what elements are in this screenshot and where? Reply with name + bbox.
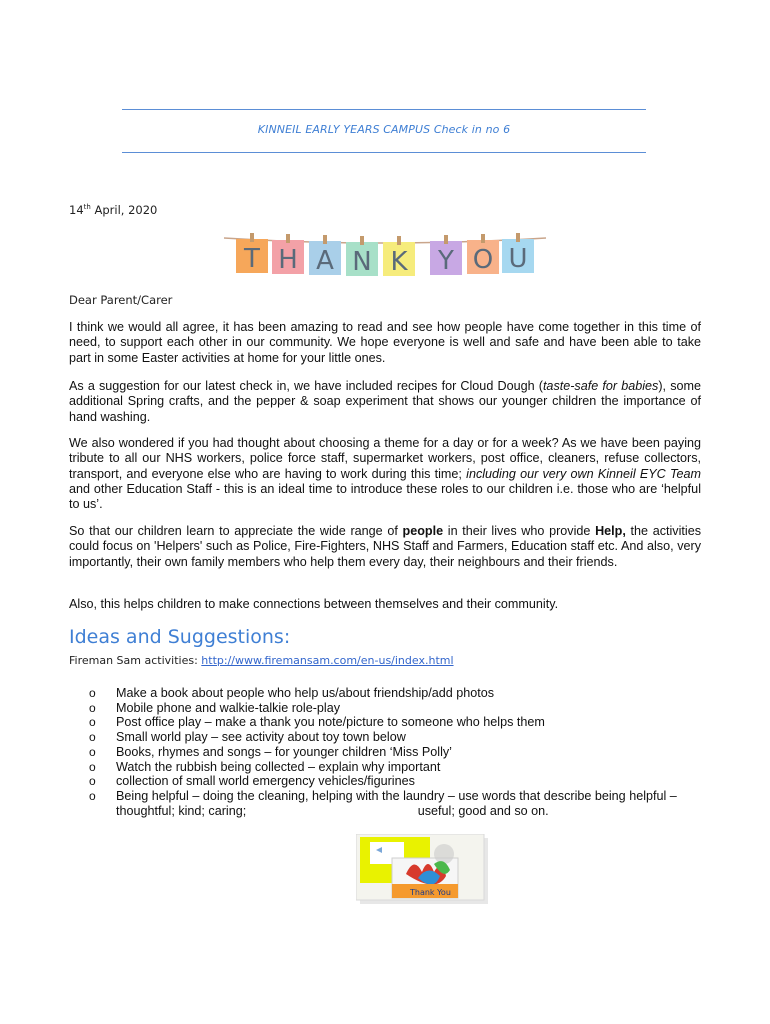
image-caption: Thank You bbox=[410, 888, 451, 897]
paragraph-4: So that our children learn to appreciate the wide range of people in their lives who provide Help, the activities could focus on 'Helpers' such as Police, Fire-Fighters, NHS Staff and Farmers, Education staff etc. And also, very importantly, their own family members who help them every day, their neighbours and their friends. bbox=[69, 524, 701, 569]
list-item: o Mobile phone and walkie-talkie role-play bbox=[89, 700, 341, 715]
clothes-peg bbox=[397, 236, 401, 245]
banner-letter: K bbox=[390, 247, 408, 277]
banner-letter: N bbox=[352, 247, 372, 277]
banner-letter: T bbox=[244, 244, 260, 274]
banner-letter: H bbox=[278, 245, 298, 275]
banner-letter: A bbox=[316, 246, 334, 276]
list-item: o Books, rhymes and songs – for younger children ‘Miss Polly’ bbox=[89, 744, 452, 759]
header-rule-bottom bbox=[122, 152, 646, 153]
banner-letter: O bbox=[472, 245, 494, 275]
list-item: o Post office play – make a thank you note/picture to someone who helps them bbox=[89, 715, 545, 730]
ideas-list bbox=[89, 686, 699, 818]
list-item: o collection of small world emergency vehicles/figurines bbox=[89, 774, 415, 789]
clothes-peg bbox=[250, 233, 254, 242]
clothes-peg bbox=[286, 234, 290, 243]
list-item: o Make a book about people who help us/about friendship/add photos bbox=[89, 686, 495, 700]
clothes-peg bbox=[323, 235, 327, 244]
bullet-glyph: o bbox=[89, 774, 96, 789]
letter-date: 14th April, 2020 bbox=[69, 203, 158, 217]
bullet-glyph: o bbox=[89, 788, 96, 803]
list-item: o Small world play – see activity about toy town below bbox=[89, 730, 406, 745]
bullet-glyph: o bbox=[89, 744, 96, 759]
bullet-glyph: o bbox=[89, 686, 96, 700]
banner-letter: U bbox=[508, 244, 528, 274]
header-rule-top bbox=[122, 109, 646, 110]
ideas-heading: Ideas and Suggestions: bbox=[69, 626, 291, 648]
thank-you-banner bbox=[222, 226, 548, 280]
header-title: KINNEIL EARLY YEARS CAMPUS Check in no 6 bbox=[257, 123, 511, 136]
fireman-sam-link[interactable]: http://www.firemansam.com/en-us/index.html bbox=[201, 654, 454, 667]
fireman-sam-line: Fireman Sam activities: http://www.firemansam.com/en-us/index.html bbox=[69, 654, 454, 667]
bullet-glyph: o bbox=[89, 730, 96, 745]
bullet-glyph: o bbox=[89, 700, 96, 715]
paragraph-3: We also wondered if you had thought about choosing a theme for a day or for a week? As we have been paying tribute to all our NHS workers, police force staff, supermarket workers, post office, cleaners, refuse collectors, transport, and everyone else who are having to work during this time; including our very own Kinneil EYC Team and other Education Staff - this is an ideal time to introduce these roles to our children i.e. those who are ‘helpful to us’. bbox=[69, 436, 701, 512]
list-item: o Watch the rubbish being collected – explain why important bbox=[89, 759, 441, 774]
bullet-glyph: o bbox=[89, 715, 96, 730]
bullet-glyph: o bbox=[89, 759, 96, 774]
clothes-peg bbox=[481, 234, 485, 243]
list-item: o Being helpful – doing the cleaning, helping with the laundry – use words that describe being helpful – thoughtful; kind; caring; useful; good and so on. bbox=[89, 788, 677, 818]
thank-you-handprint-image bbox=[356, 834, 490, 906]
banner-letter: Y bbox=[438, 246, 454, 276]
clothes-peg bbox=[516, 233, 520, 242]
paragraph-1: I think we would all agree, it has been amazing to read and see how people have come together in this time of need, to support each other in our community. We hope everyone is well and safe and have been able to take part in some Easter activities at home for your little ones. bbox=[69, 320, 701, 365]
clothes-peg bbox=[360, 236, 364, 245]
clothes-peg bbox=[444, 235, 448, 244]
paragraph-5: Also, this helps children to make connections between themselves and their community. bbox=[69, 597, 559, 611]
greeting: Dear Parent/Carer bbox=[69, 293, 173, 307]
paragraph-2: As a suggestion for our latest check in, we have included recipes for Cloud Dough (taste-safe for babies), some additional Spring crafts, and the pepper & soap experiment that shows our younger children the importance of hand washing. bbox=[69, 379, 702, 424]
